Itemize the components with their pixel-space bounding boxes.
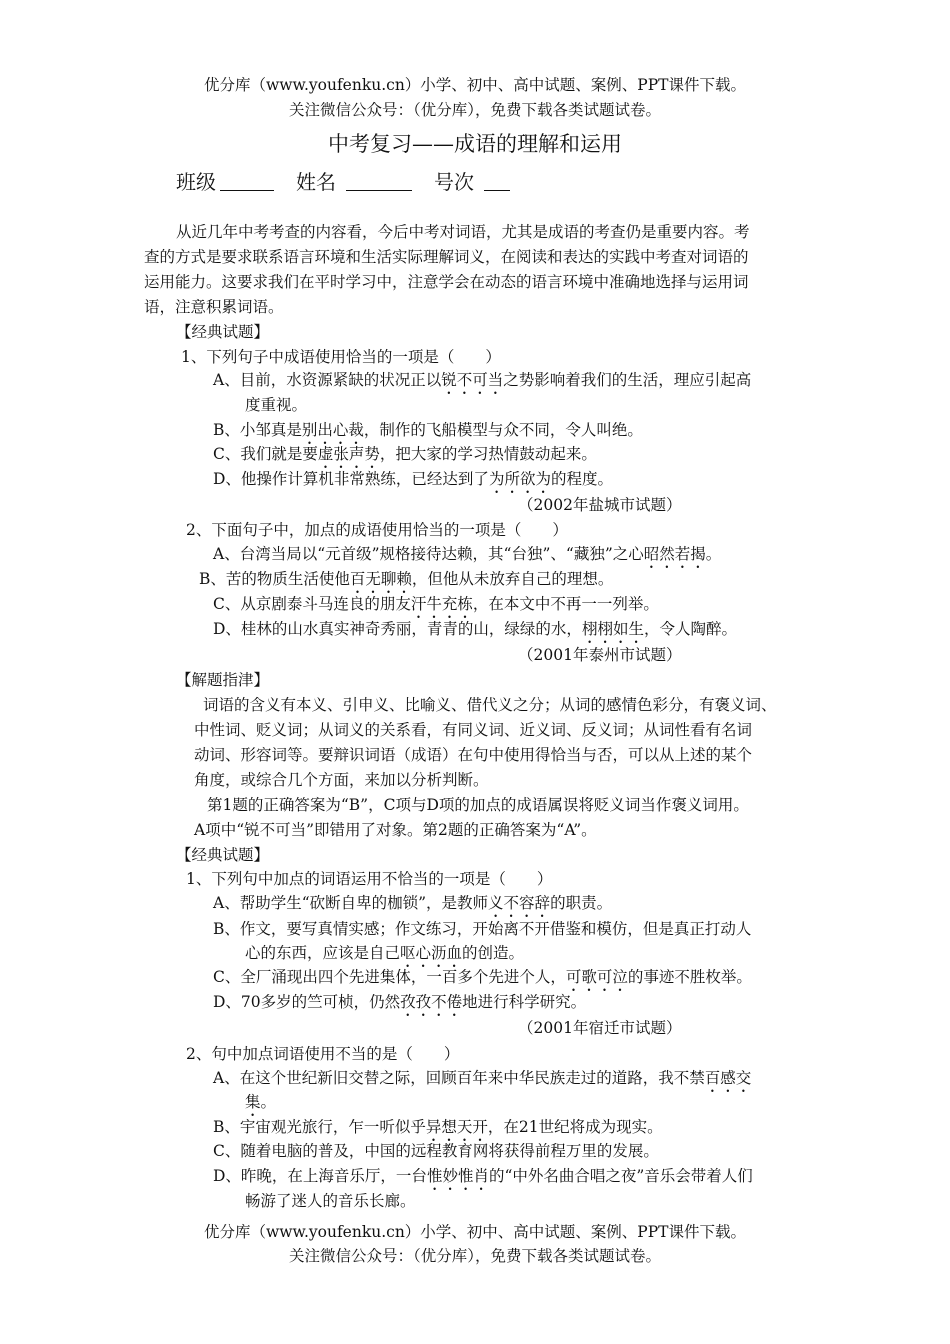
section2-heading: 【经典试题】 bbox=[176, 846, 270, 864]
guide-line-3: 动词、形容词等。要辩识词语（成语）在句中使用得恰当与否，可以从上述的某个 bbox=[194, 746, 753, 764]
s2-q1-option-b-cont: 心的东西，应该是自己呕心沥血的创造。 bbox=[245, 944, 525, 962]
name-blank bbox=[346, 170, 412, 191]
s2-q2-option-a: A、在这个世纪新旧交替之际，回顾百年来中华民族走过的道路，我不禁百感交 bbox=[213, 1069, 752, 1087]
footer-line-1: 优分库（www.youfenku.cn）小学、初中、高中试题、案例、PPT课件下载。 bbox=[203, 1223, 747, 1241]
s1-q2-option-a: A、台湾当局以“元首级”规格接待达赖，其“台独”、“藏独”之心昭然若揭。 bbox=[213, 545, 722, 563]
class-blank bbox=[220, 170, 274, 191]
intro-line-4: 语，注意积累词语。 bbox=[144, 298, 284, 316]
guide-line-1: 词语的含义有本义、引申义、比喻义、借代义之分；从词的感情色彩分，有褒义词、 bbox=[203, 696, 777, 714]
s1-q2-stem: 2、下面句子中，加点的成语使用恰当的一项是（ ） bbox=[186, 521, 568, 539]
guide-answer-2: A项中“锐不可当”即错用了对象。第2题的正确答案为“A”。 bbox=[194, 821, 597, 839]
s1-q1-option-d: D、他操作计算机非常熟练，已经达到了为所欲为的程度。 bbox=[213, 470, 613, 488]
s2-q2-option-d-cont: 畅游了迷人的音乐长廊。 bbox=[245, 1192, 416, 1210]
s1-q2-option-b: B、苦的物质生活使他百无聊赖，但他从未放弃自己的理想。 bbox=[199, 570, 614, 588]
s2-q2-option-b: B、宇宙观光旅行，乍一听似乎异想天开，在21世纪将成为现实。 bbox=[213, 1118, 663, 1136]
guide-answer-1: 第1题的正确答案为“B”，C项与D项的加点的成语属误将贬义词当作褒义词用。 bbox=[207, 796, 749, 814]
emphasized-idiom: 虚张声势 bbox=[317, 445, 380, 463]
name-label: 姓名 bbox=[296, 170, 336, 194]
page-title: 中考复习——成语的理解和运用 bbox=[328, 132, 622, 156]
s1-q1-option-b: B、小邹真是别出心裁，制作的飞船模型与众不同，令人叫绝。 bbox=[213, 421, 643, 439]
s1-q1-source: （2002年盐城市试题） bbox=[518, 496, 682, 514]
s1-q1-option-a: A、目前，水资源紧缺的状况正以锐不可当之势影响着我们的生活，理应引起高 bbox=[213, 371, 752, 389]
header-line-2: 关注微信公众号：（优分库），免费下载各类试题试卷。 bbox=[288, 101, 661, 119]
s2-q1-stem: 1、下列句中加点的词语运用不恰当的一项是（ ） bbox=[186, 870, 553, 888]
number-blank bbox=[484, 170, 510, 191]
s1-q1-stem: 1、下列句子中成语使用恰当的一项是（ ） bbox=[181, 348, 501, 366]
emphasized-idiom: 锐不可当 bbox=[441, 371, 504, 389]
class-label: 班级 bbox=[176, 170, 216, 194]
guide-heading: 【解题指津】 bbox=[176, 671, 270, 689]
class-info-line bbox=[176, 168, 510, 196]
emphasized-idiom: 孜孜不倦 bbox=[400, 993, 463, 1011]
section1-heading: 【经典试题】 bbox=[176, 323, 270, 341]
s2-q1-source: （2001年宿迁市试题） bbox=[518, 1019, 682, 1037]
emphasized-idiom: 昭然若揭 bbox=[643, 545, 706, 563]
intro-line-1: 从近几年中考考查的内容看，今后中考对词语，尤其是成语的考查仍是重要内容。考 bbox=[176, 223, 750, 241]
emphasized-idiom: 呕心沥血 bbox=[400, 944, 463, 962]
s2-q1-option-a: A、帮助学生“砍断自卑的枷锁”，是教师义不容辞的职责。 bbox=[213, 894, 613, 912]
s1-q2-option-d: D、桂林的山水真实神奇秀丽，青青的山，绿绿的水，栩栩如生，令人陶醉。 bbox=[213, 620, 737, 638]
intro-line-3: 运用能力。这要求我们在平时学习中，注意学会在动态的语言环境中准确地选择与运用词 bbox=[144, 273, 749, 291]
emphasized-idiom: 为所欲为 bbox=[488, 470, 551, 488]
s1-q2-source: （2001年泰州市试题） bbox=[518, 646, 682, 664]
number-label: 号次 bbox=[434, 170, 474, 194]
guide-line-2: 中性词、贬义词；从词义的关系看，有同义词、近义词、反义词；从词性看有名词 bbox=[194, 721, 753, 739]
emphasized-idiom: 义不容辞 bbox=[488, 894, 551, 912]
s2-q2-option-c: C、随着电脑的普及，中国的远程教育网将获得前程万里的发展。 bbox=[213, 1142, 659, 1160]
emphasized-idiom: 异想天开 bbox=[425, 1118, 488, 1136]
s2-q1-option-d: D、70多岁的竺可桢，仍然孜孜不倦地进行科学研究。 bbox=[213, 993, 587, 1011]
emphasized-idiom: 集 bbox=[245, 1093, 261, 1111]
header-line-1: 优分库（www.youfenku.cn）小学、初中、高中试题、案例、PPT课件下载。 bbox=[203, 76, 747, 94]
s2-q2-stem: 2、句中加点词语使用不当的是（ ） bbox=[186, 1045, 460, 1063]
footer-line-2: 关注微信公众号：（优分库），免费下载各类试题试卷。 bbox=[288, 1247, 661, 1265]
intro-line-2: 查的方式是要求联系语言环境和生活实际理解词义，在阅读和表达的实践中考查对词语的 bbox=[144, 248, 749, 266]
s2-q2-option-d: D、昨晚，在上海音乐厅，一台惟妙惟肖的“中外名曲合唱之夜”音乐会带着人们 bbox=[213, 1167, 753, 1185]
emphasized-idiom: 百感交 bbox=[704, 1069, 752, 1087]
emphasized-idiom: 栩栩如生 bbox=[581, 620, 644, 638]
emphasized-idiom: 别出心裁 bbox=[301, 421, 364, 439]
s2-q1-option-c: C、全厂涌现出四个先进集体，一百多个先进个人，可歌可泣的事迹不胜枚举。 bbox=[213, 968, 752, 986]
emphasized-idiom: 百无聊赖 bbox=[349, 570, 412, 588]
guide-line-4: 角度，或综合几个方面，来加以分析判断。 bbox=[194, 771, 489, 789]
s2-q2-option-a-cont: 集。 bbox=[245, 1093, 277, 1111]
emphasized-idiom: 惟妙惟肖 bbox=[426, 1167, 489, 1185]
s1-q1-option-a-cont: 度重视。 bbox=[245, 396, 308, 414]
emphasized-idiom: 汗牛充栋 bbox=[410, 595, 473, 613]
s2-q1-option-b: B、作文，要写真情实感；作文练习，开始离不开借鉴和模仿，但是真正打动人 bbox=[213, 920, 752, 938]
s1-q1-option-c: C、我们就是要虚张声势，把大家的学习热情鼓动起来。 bbox=[213, 445, 597, 463]
s1-q2-option-c: C、从京剧泰斗马连良的朋友汗牛充栋，在本文中不再一一列举。 bbox=[213, 595, 659, 613]
emphasized-idiom: 可歌可泣 bbox=[565, 968, 628, 986]
